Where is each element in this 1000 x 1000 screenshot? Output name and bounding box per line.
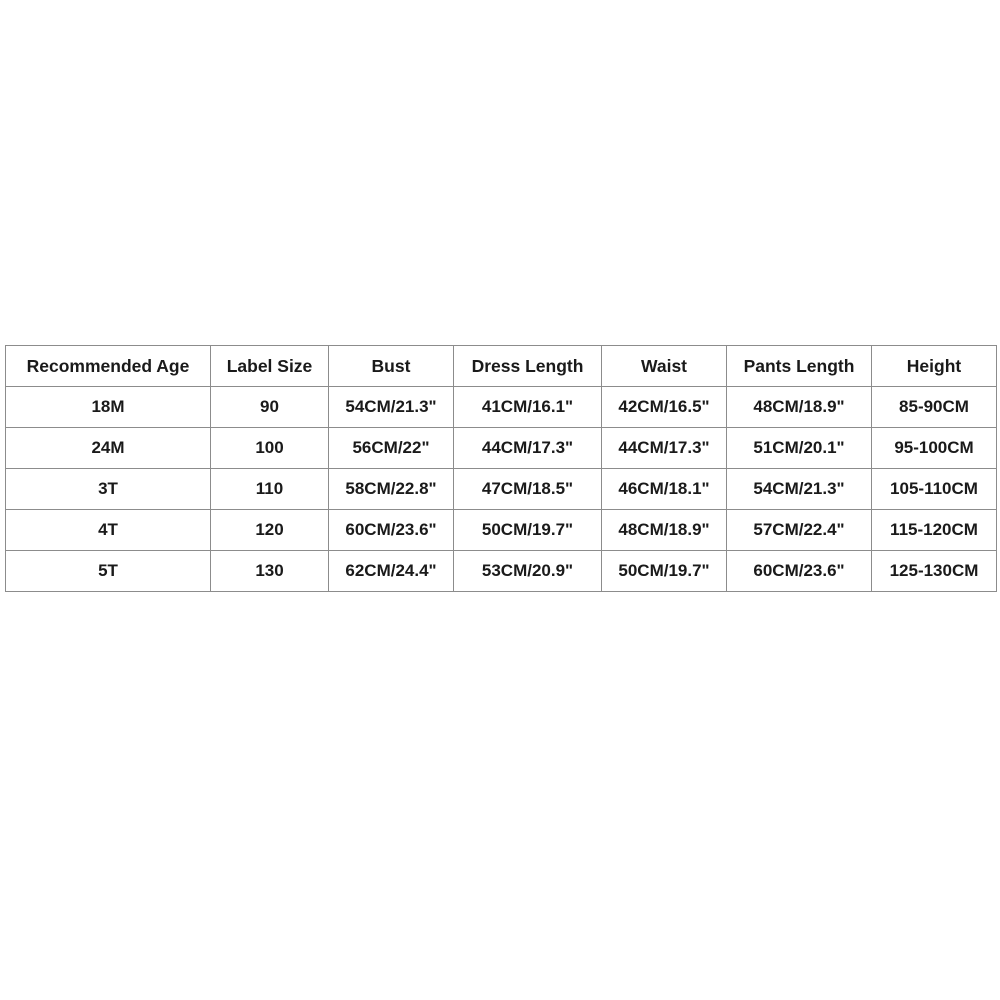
header-dress-length: Dress Length bbox=[454, 346, 602, 387]
cell-bust: 58CM/22.8" bbox=[329, 469, 454, 510]
cell-label-size: 100 bbox=[211, 428, 329, 469]
cell-label-size: 130 bbox=[211, 551, 329, 592]
header-height: Height bbox=[872, 346, 997, 387]
cell-bust: 60CM/23.6" bbox=[329, 510, 454, 551]
cell-bust: 54CM/21.3" bbox=[329, 387, 454, 428]
cell-recommended-age: 4T bbox=[6, 510, 211, 551]
cell-recommended-age: 3T bbox=[6, 469, 211, 510]
header-waist: Waist bbox=[602, 346, 727, 387]
cell-pants-length: 54CM/21.3" bbox=[727, 469, 872, 510]
cell-label-size: 90 bbox=[211, 387, 329, 428]
cell-bust: 56CM/22" bbox=[329, 428, 454, 469]
cell-pants-length: 60CM/23.6" bbox=[727, 551, 872, 592]
cell-label-size: 120 bbox=[211, 510, 329, 551]
cell-height: 105-110CM bbox=[872, 469, 997, 510]
cell-label-size: 110 bbox=[211, 469, 329, 510]
cell-height: 95-100CM bbox=[872, 428, 997, 469]
cell-waist: 46CM/18.1" bbox=[602, 469, 727, 510]
cell-bust: 62CM/24.4" bbox=[329, 551, 454, 592]
table-row bbox=[6, 428, 997, 469]
header-label-size: Label Size bbox=[211, 346, 329, 387]
cell-height: 85-90CM bbox=[872, 387, 997, 428]
cell-waist: 42CM/16.5" bbox=[602, 387, 727, 428]
header-recommended-age: Recommended Age bbox=[6, 346, 211, 387]
cell-pants-length: 51CM/20.1" bbox=[727, 428, 872, 469]
cell-dress-length: 53CM/20.9" bbox=[454, 551, 602, 592]
cell-dress-length: 41CM/16.1" bbox=[454, 387, 602, 428]
table-row bbox=[6, 510, 997, 551]
cell-dress-length: 44CM/17.3" bbox=[454, 428, 602, 469]
cell-height: 125-130CM bbox=[872, 551, 997, 592]
cell-pants-length: 48CM/18.9" bbox=[727, 387, 872, 428]
cell-pants-length: 57CM/22.4" bbox=[727, 510, 872, 551]
cell-recommended-age: 5T bbox=[6, 551, 211, 592]
cell-waist: 48CM/18.9" bbox=[602, 510, 727, 551]
cell-dress-length: 47CM/18.5" bbox=[454, 469, 602, 510]
cell-waist: 44CM/17.3" bbox=[602, 428, 727, 469]
cell-recommended-age: 18M bbox=[6, 387, 211, 428]
cell-recommended-age: 24M bbox=[6, 428, 211, 469]
cell-dress-length: 50CM/19.7" bbox=[454, 510, 602, 551]
table-row bbox=[6, 551, 997, 592]
cell-waist: 50CM/19.7" bbox=[602, 551, 727, 592]
header-bust: Bust bbox=[329, 346, 454, 387]
size-chart-table bbox=[5, 345, 997, 592]
table-row bbox=[6, 469, 997, 510]
cell-height: 115-120CM bbox=[872, 510, 997, 551]
header-row bbox=[6, 346, 997, 387]
header-pants-length: Pants Length bbox=[727, 346, 872, 387]
table-row bbox=[6, 387, 997, 428]
